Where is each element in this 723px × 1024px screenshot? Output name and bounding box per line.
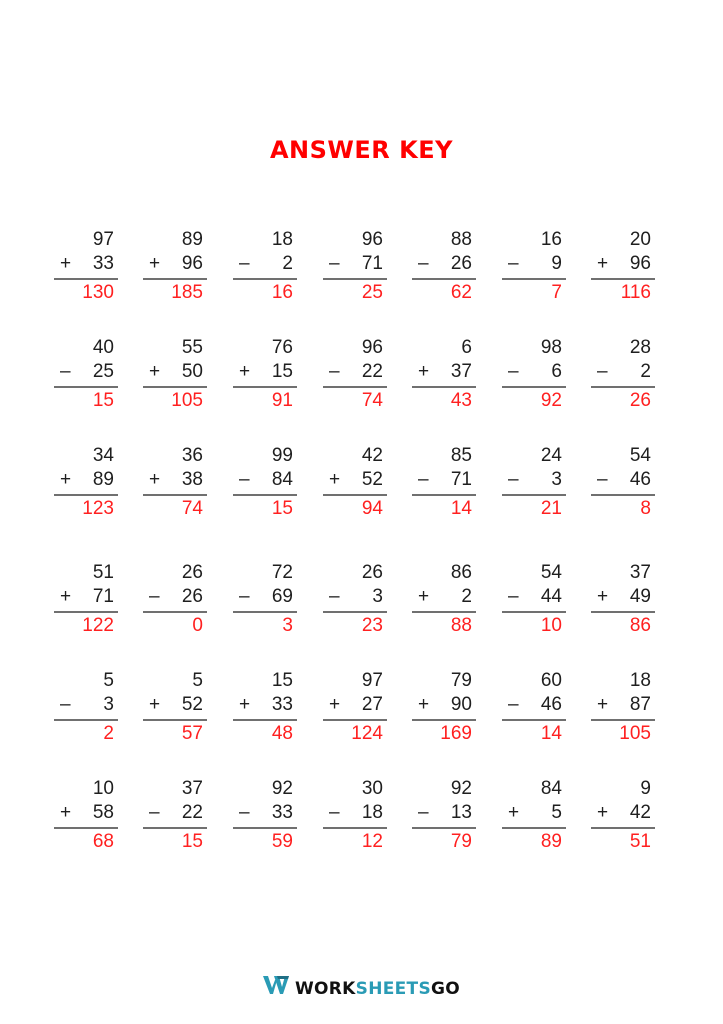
problem bbox=[233, 561, 297, 638]
answer-rule bbox=[323, 386, 387, 388]
top-number: 92 bbox=[450, 778, 472, 799]
bottom-number: 89 bbox=[92, 469, 114, 490]
operator-line bbox=[323, 252, 387, 276]
operator-line bbox=[54, 468, 118, 492]
operator-sign: – bbox=[508, 469, 519, 490]
problem bbox=[323, 777, 387, 854]
operator-sign: – bbox=[418, 802, 429, 823]
bottom-number: 15 bbox=[271, 361, 293, 382]
answer: 51 bbox=[629, 831, 651, 852]
bottom-number: 3 bbox=[372, 586, 383, 607]
answer-rule bbox=[143, 494, 207, 496]
answer: 15 bbox=[271, 498, 293, 519]
answer-rule bbox=[591, 386, 655, 388]
top-number: 24 bbox=[540, 445, 562, 466]
bottom-number: 2 bbox=[461, 586, 472, 607]
problem bbox=[143, 777, 207, 854]
operator-sign: + bbox=[239, 361, 251, 382]
bottom-number: 71 bbox=[92, 586, 114, 607]
operator-sign: + bbox=[60, 253, 72, 274]
operator-line bbox=[323, 693, 387, 717]
bottom-number: 33 bbox=[271, 694, 293, 715]
operator-line bbox=[591, 585, 655, 609]
operator-sign: – bbox=[149, 586, 160, 607]
operator-line bbox=[591, 360, 655, 384]
problem bbox=[233, 669, 297, 746]
brand-name: WORKSHEETSGO bbox=[294, 978, 461, 999]
answer: 91 bbox=[271, 390, 293, 411]
operator-sign: – bbox=[508, 253, 519, 274]
top-number: 36 bbox=[181, 445, 203, 466]
problem bbox=[54, 777, 118, 854]
answer-rule bbox=[54, 494, 118, 496]
answer: 169 bbox=[440, 723, 472, 744]
answer-rule bbox=[54, 827, 118, 829]
operator-sign: + bbox=[329, 469, 341, 490]
bottom-number: 84 bbox=[271, 469, 293, 490]
operator-line bbox=[412, 693, 476, 717]
answer-rule bbox=[591, 611, 655, 613]
answer-rule bbox=[502, 719, 566, 721]
answer-rule bbox=[233, 386, 297, 388]
bottom-number: 2 bbox=[282, 253, 293, 274]
operator-sign: – bbox=[508, 361, 519, 382]
operator-line bbox=[54, 693, 118, 717]
operator-line bbox=[233, 585, 297, 609]
bottom-number: 96 bbox=[629, 253, 651, 274]
problem bbox=[54, 669, 118, 746]
operator-sign: + bbox=[60, 802, 72, 823]
problem bbox=[143, 336, 207, 413]
operator-line bbox=[412, 585, 476, 609]
answer: 26 bbox=[629, 390, 651, 411]
problem bbox=[323, 669, 387, 746]
answer-rule bbox=[502, 827, 566, 829]
bottom-number: 69 bbox=[271, 586, 293, 607]
top-number: 16 bbox=[540, 229, 562, 250]
top-number: 37 bbox=[629, 562, 651, 583]
operator-sign: – bbox=[508, 586, 519, 607]
top-number: 26 bbox=[181, 562, 203, 583]
problem bbox=[143, 669, 207, 746]
bottom-number: 52 bbox=[181, 694, 203, 715]
problem bbox=[502, 228, 566, 305]
operator-line bbox=[412, 360, 476, 384]
answer: 105 bbox=[171, 390, 203, 411]
answer: 88 bbox=[450, 615, 472, 636]
answer-rule bbox=[323, 827, 387, 829]
problem bbox=[412, 228, 476, 305]
answer: 48 bbox=[271, 723, 293, 744]
operator-sign: + bbox=[149, 361, 161, 382]
bottom-number: 52 bbox=[361, 469, 383, 490]
bottom-number: 25 bbox=[92, 361, 114, 382]
top-number: 5 bbox=[192, 670, 203, 691]
answer: 86 bbox=[629, 615, 651, 636]
answer: 57 bbox=[181, 723, 203, 744]
problem bbox=[591, 336, 655, 413]
problem bbox=[412, 444, 476, 521]
problem bbox=[591, 777, 655, 854]
problem bbox=[143, 228, 207, 305]
operator-line bbox=[502, 585, 566, 609]
top-number: 10 bbox=[92, 778, 114, 799]
top-number: 79 bbox=[450, 670, 472, 691]
answer: 68 bbox=[92, 831, 114, 852]
answer-rule bbox=[591, 719, 655, 721]
problem bbox=[323, 336, 387, 413]
problem bbox=[412, 777, 476, 854]
operator-sign: + bbox=[329, 694, 341, 715]
operator-line bbox=[323, 468, 387, 492]
operator-line bbox=[233, 801, 297, 825]
page-title: ANSWER KEY bbox=[269, 136, 454, 164]
operator-sign: + bbox=[418, 586, 430, 607]
operator-line bbox=[412, 468, 476, 492]
operator-sign: – bbox=[329, 802, 340, 823]
operator-sign: – bbox=[597, 361, 608, 382]
operator-line bbox=[502, 801, 566, 825]
answer-rule bbox=[54, 278, 118, 280]
problem bbox=[233, 777, 297, 854]
bottom-number: 5 bbox=[551, 802, 562, 823]
bottom-number: 9 bbox=[551, 253, 562, 274]
operator-line bbox=[143, 360, 207, 384]
answer: 74 bbox=[181, 498, 203, 519]
top-number: 98 bbox=[540, 337, 562, 358]
operator-line bbox=[143, 252, 207, 276]
top-number: 30 bbox=[361, 778, 383, 799]
bottom-number: 18 bbox=[361, 802, 383, 823]
operator-line bbox=[323, 801, 387, 825]
problem bbox=[412, 561, 476, 638]
answer: 116 bbox=[620, 282, 651, 303]
problem bbox=[323, 561, 387, 638]
bottom-number: 26 bbox=[450, 253, 472, 274]
answer-rule bbox=[412, 611, 476, 613]
answer: 21 bbox=[540, 498, 562, 519]
top-number: 76 bbox=[271, 337, 293, 358]
answer: 14 bbox=[450, 498, 472, 519]
top-number: 97 bbox=[92, 229, 114, 250]
bottom-number: 3 bbox=[551, 469, 562, 490]
answer: 130 bbox=[82, 282, 114, 303]
answer: 8 bbox=[640, 498, 651, 519]
problem bbox=[591, 228, 655, 305]
bottom-number: 27 bbox=[361, 694, 383, 715]
operator-sign: – bbox=[418, 469, 429, 490]
bottom-number: 37 bbox=[450, 361, 472, 382]
problem bbox=[54, 228, 118, 305]
problem bbox=[412, 669, 476, 746]
answer-rule bbox=[54, 719, 118, 721]
operator-line bbox=[591, 252, 655, 276]
top-number: 54 bbox=[629, 445, 651, 466]
problem bbox=[54, 444, 118, 521]
answer: 15 bbox=[181, 831, 203, 852]
answer: 43 bbox=[450, 390, 472, 411]
answer: 3 bbox=[282, 615, 293, 636]
operator-line bbox=[54, 585, 118, 609]
operator-sign: – bbox=[149, 802, 160, 823]
operator-sign: + bbox=[60, 469, 72, 490]
answer: 62 bbox=[450, 282, 472, 303]
footer-brand bbox=[0, 976, 723, 1001]
answer-rule bbox=[54, 386, 118, 388]
bottom-number: 33 bbox=[92, 253, 114, 274]
answer: 25 bbox=[361, 282, 383, 303]
operator-sign: – bbox=[239, 586, 250, 607]
operator-sign: + bbox=[149, 469, 161, 490]
top-number: 89 bbox=[181, 229, 203, 250]
operator-line bbox=[502, 693, 566, 717]
problem bbox=[412, 336, 476, 413]
bottom-number: 22 bbox=[361, 361, 383, 382]
answer-rule bbox=[591, 827, 655, 829]
operator-line bbox=[591, 693, 655, 717]
answer: 23 bbox=[361, 615, 383, 636]
answer-rule bbox=[502, 494, 566, 496]
operator-line bbox=[143, 585, 207, 609]
problem bbox=[323, 444, 387, 521]
operator-sign: + bbox=[60, 586, 72, 607]
operator-sign: – bbox=[418, 253, 429, 274]
top-number: 18 bbox=[271, 229, 293, 250]
top-number: 42 bbox=[361, 445, 383, 466]
answer: 94 bbox=[361, 498, 383, 519]
top-number: 54 bbox=[540, 562, 562, 583]
bottom-number: 49 bbox=[629, 586, 651, 607]
answer-rule bbox=[233, 611, 297, 613]
operator-line bbox=[412, 252, 476, 276]
bottom-number: 46 bbox=[629, 469, 651, 490]
answer: 123 bbox=[82, 498, 114, 519]
answer-rule bbox=[502, 278, 566, 280]
operator-line bbox=[323, 360, 387, 384]
operator-line bbox=[502, 360, 566, 384]
answer-rule bbox=[54, 611, 118, 613]
operator-line bbox=[323, 585, 387, 609]
answer: 105 bbox=[619, 723, 651, 744]
top-number: 15 bbox=[271, 670, 293, 691]
answer-rule bbox=[323, 494, 387, 496]
operator-sign: + bbox=[418, 361, 430, 382]
problem bbox=[233, 444, 297, 521]
operator-line bbox=[233, 252, 297, 276]
operator-sign: – bbox=[239, 253, 250, 274]
top-number: 34 bbox=[92, 445, 114, 466]
answer-rule bbox=[143, 278, 207, 280]
answer-rule bbox=[412, 386, 476, 388]
operator-sign: + bbox=[149, 253, 161, 274]
operator-sign: + bbox=[597, 586, 609, 607]
bottom-number: 38 bbox=[181, 469, 203, 490]
answer-rule bbox=[502, 611, 566, 613]
problem bbox=[502, 669, 566, 746]
operator-sign: + bbox=[597, 694, 609, 715]
answer-rule bbox=[591, 494, 655, 496]
operator-sign: – bbox=[329, 361, 340, 382]
bottom-number: 87 bbox=[629, 694, 651, 715]
bottom-number: 90 bbox=[450, 694, 472, 715]
operator-line bbox=[143, 693, 207, 717]
top-number: 18 bbox=[629, 670, 651, 691]
answer-rule bbox=[323, 719, 387, 721]
operator-sign: + bbox=[597, 253, 609, 274]
problem bbox=[502, 561, 566, 638]
top-number: 9 bbox=[640, 778, 651, 799]
answer-rule bbox=[412, 827, 476, 829]
operator-sign: + bbox=[508, 802, 520, 823]
operator-sign: – bbox=[329, 253, 340, 274]
answer-rule bbox=[412, 494, 476, 496]
bottom-number: 6 bbox=[551, 361, 562, 382]
answer: 74 bbox=[361, 390, 383, 411]
problem bbox=[233, 228, 297, 305]
answer-rule bbox=[233, 494, 297, 496]
top-number: 96 bbox=[361, 229, 383, 250]
answer: 92 bbox=[540, 390, 562, 411]
answer-rule bbox=[412, 719, 476, 721]
top-number: 51 bbox=[92, 562, 114, 583]
operator-line bbox=[591, 468, 655, 492]
problem bbox=[54, 561, 118, 638]
answer: 2 bbox=[103, 723, 114, 744]
answer: 59 bbox=[271, 831, 293, 852]
bottom-number: 22 bbox=[181, 802, 203, 823]
answer-rule bbox=[502, 386, 566, 388]
bottom-number: 58 bbox=[92, 802, 114, 823]
operator-sign: – bbox=[239, 802, 250, 823]
top-number: 60 bbox=[540, 670, 562, 691]
problem bbox=[233, 336, 297, 413]
bottom-number: 26 bbox=[181, 586, 203, 607]
problem bbox=[143, 561, 207, 638]
operator-sign: + bbox=[418, 694, 430, 715]
operator-sign: – bbox=[597, 469, 608, 490]
bottom-number: 96 bbox=[181, 253, 203, 274]
top-number: 96 bbox=[361, 337, 383, 358]
operator-line bbox=[143, 468, 207, 492]
answer-rule bbox=[143, 719, 207, 721]
bottom-number: 44 bbox=[540, 586, 562, 607]
operator-line bbox=[54, 360, 118, 384]
answer: 122 bbox=[82, 615, 114, 636]
top-number: 6 bbox=[461, 337, 472, 358]
answer-rule bbox=[412, 278, 476, 280]
answer-rule bbox=[143, 386, 207, 388]
operator-line bbox=[233, 360, 297, 384]
operator-sign: – bbox=[60, 361, 71, 382]
problem bbox=[591, 669, 655, 746]
top-number: 72 bbox=[271, 562, 293, 583]
answer: 12 bbox=[361, 831, 383, 852]
operator-line bbox=[233, 693, 297, 717]
answer-rule bbox=[323, 611, 387, 613]
operator-sign: – bbox=[508, 694, 519, 715]
worksheetsgo-logo-icon bbox=[263, 976, 289, 1001]
problem bbox=[502, 336, 566, 413]
answer: 10 bbox=[540, 615, 562, 636]
operator-line bbox=[54, 801, 118, 825]
bottom-number: 3 bbox=[103, 694, 114, 715]
operator-line bbox=[412, 801, 476, 825]
top-number: 88 bbox=[450, 229, 472, 250]
problem bbox=[591, 561, 655, 638]
top-number: 99 bbox=[271, 445, 293, 466]
operator-sign: + bbox=[597, 802, 609, 823]
top-number: 28 bbox=[629, 337, 651, 358]
bottom-number: 50 bbox=[181, 361, 203, 382]
problem bbox=[502, 777, 566, 854]
answer: 185 bbox=[171, 282, 203, 303]
operator-sign: – bbox=[329, 586, 340, 607]
problem bbox=[591, 444, 655, 521]
bottom-number: 71 bbox=[361, 253, 383, 274]
top-number: 92 bbox=[271, 778, 293, 799]
answer: 7 bbox=[551, 282, 562, 303]
bottom-number: 71 bbox=[450, 469, 472, 490]
operator-line bbox=[54, 252, 118, 276]
answer: 0 bbox=[192, 615, 203, 636]
answer-rule bbox=[143, 611, 207, 613]
bottom-number: 2 bbox=[640, 361, 651, 382]
bottom-number: 13 bbox=[450, 802, 472, 823]
problem bbox=[54, 336, 118, 413]
top-number: 26 bbox=[361, 562, 383, 583]
operator-line bbox=[502, 252, 566, 276]
top-number: 97 bbox=[361, 670, 383, 691]
operator-sign: + bbox=[239, 694, 251, 715]
answer: 16 bbox=[271, 282, 293, 303]
answer-rule bbox=[233, 278, 297, 280]
bottom-number: 46 bbox=[540, 694, 562, 715]
operator-line bbox=[591, 801, 655, 825]
problem bbox=[143, 444, 207, 521]
operator-sign: – bbox=[60, 694, 71, 715]
answer: 15 bbox=[92, 390, 114, 411]
answer: 89 bbox=[540, 831, 562, 852]
top-number: 84 bbox=[540, 778, 562, 799]
top-number: 40 bbox=[92, 337, 114, 358]
top-number: 5 bbox=[103, 670, 114, 691]
operator-line bbox=[233, 468, 297, 492]
top-number: 85 bbox=[450, 445, 472, 466]
operator-line bbox=[502, 468, 566, 492]
top-number: 55 bbox=[181, 337, 203, 358]
answer: 79 bbox=[450, 831, 472, 852]
answer-rule bbox=[233, 827, 297, 829]
answer-rule bbox=[233, 719, 297, 721]
top-number: 86 bbox=[450, 562, 472, 583]
answer-rule bbox=[591, 278, 655, 280]
operator-sign: + bbox=[149, 694, 161, 715]
bottom-number: 42 bbox=[629, 802, 651, 823]
top-number: 37 bbox=[181, 778, 203, 799]
answer: 124 bbox=[351, 723, 383, 744]
answer-rule bbox=[323, 278, 387, 280]
operator-line bbox=[143, 801, 207, 825]
operator-sign: – bbox=[239, 469, 250, 490]
problem bbox=[502, 444, 566, 521]
answer-rule bbox=[143, 827, 207, 829]
top-number: 20 bbox=[629, 229, 651, 250]
problem bbox=[323, 228, 387, 305]
bottom-number: 33 bbox=[271, 802, 293, 823]
answer: 14 bbox=[540, 723, 562, 744]
